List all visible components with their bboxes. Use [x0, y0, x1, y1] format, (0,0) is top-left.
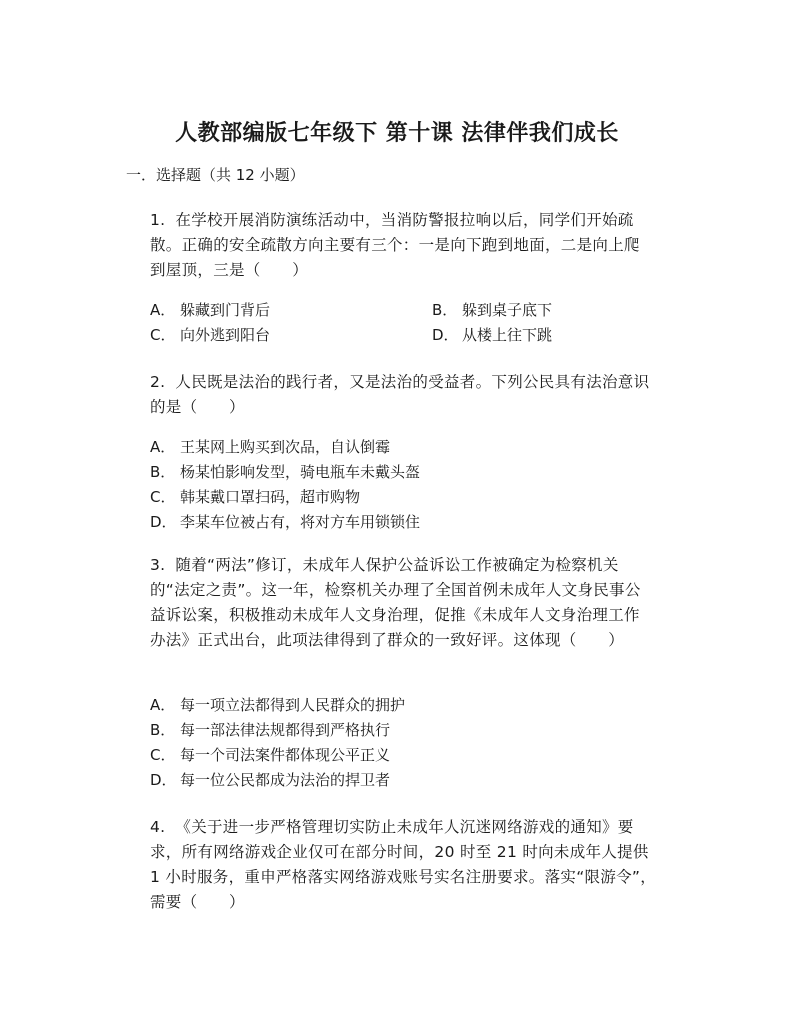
- question-1-stem: [150, 208, 650, 283]
- question-3-stem: [150, 553, 650, 653]
- option-d: D． 每一位公民都成为法治的捍卫者: [150, 771, 391, 789]
- option-a: A． 每一项立法都得到人民群众的拥护: [150, 696, 406, 714]
- question-number: 2.: [150, 373, 166, 391]
- question-number: 1.: [150, 211, 166, 229]
- question-4-stem: [150, 815, 660, 915]
- option-c: C． 韩某戴口罩扫码，超市购物: [150, 488, 361, 506]
- question-text: 在学校开展消防演练活动中，当消防警报拉响以后，同学们开始疏散。正确的安全疏散方向主要有三个：一是向下跑到地面，二是向上爬到屋顶，三是（ ）: [150, 211, 640, 279]
- question-text: 人民既是法治的践行者，又是法治的受益者。下列公民具有法治意识的是（ ）: [150, 373, 650, 416]
- option-b: B． 每一部法律法规都得到严格执行: [150, 721, 391, 739]
- option-a: A． 躲藏到门背后: [150, 301, 271, 319]
- option-a: A． 王某网上购买到次品，自认倒霉: [150, 438, 391, 456]
- section-heading: 一．选择题（共 12 小题）: [126, 166, 305, 184]
- option-d: D． 李某车位被占有，将对方车用锁锁住: [150, 513, 421, 531]
- question-1-options: [150, 298, 650, 348]
- option-b: B． 躲到桌子底下: [432, 301, 553, 319]
- question-2-stem: [150, 370, 650, 420]
- question-2-options: [150, 435, 650, 535]
- option-c: C． 向外逃到阳台: [150, 326, 271, 344]
- question-text: 《关于进一步严格管理切实防止未成年人沉迷网络游戏的通知》要求，所有网络游戏企业仅可在部分时间，20 时至 21 时向未成年人提供 1 小时服务，重申严格落实网络游戏账号实名注册要求。落实“限游令”，需要（ ）: [150, 818, 657, 911]
- option-d: D． 从楼上往下跳: [432, 326, 553, 344]
- question-number: 3.: [150, 556, 166, 574]
- option-c: C． 每一个司法案件都体现公平正义: [150, 746, 391, 764]
- document-title: 人教部编版七年级下 第十课 法律伴我们成长: [175, 121, 619, 146]
- question-text: 随着“两法”修订，未成年人保护公益诉讼工作被确定为检察机关的“法定之责”。这一年，检察机关办理了全国首例未成年人文身民事公益诉讼案，积极推动未成年人文身治理，促推《未成年人文身治理工作办法》正式出台，此项法律得到了群众的一致好评。这体现（ ）: [150, 556, 641, 649]
- question-3-options: [150, 693, 650, 793]
- question-number: 4.: [150, 818, 166, 836]
- option-b: B． 杨某怕影响发型，骑电瓶车未戴头盔: [150, 463, 421, 481]
